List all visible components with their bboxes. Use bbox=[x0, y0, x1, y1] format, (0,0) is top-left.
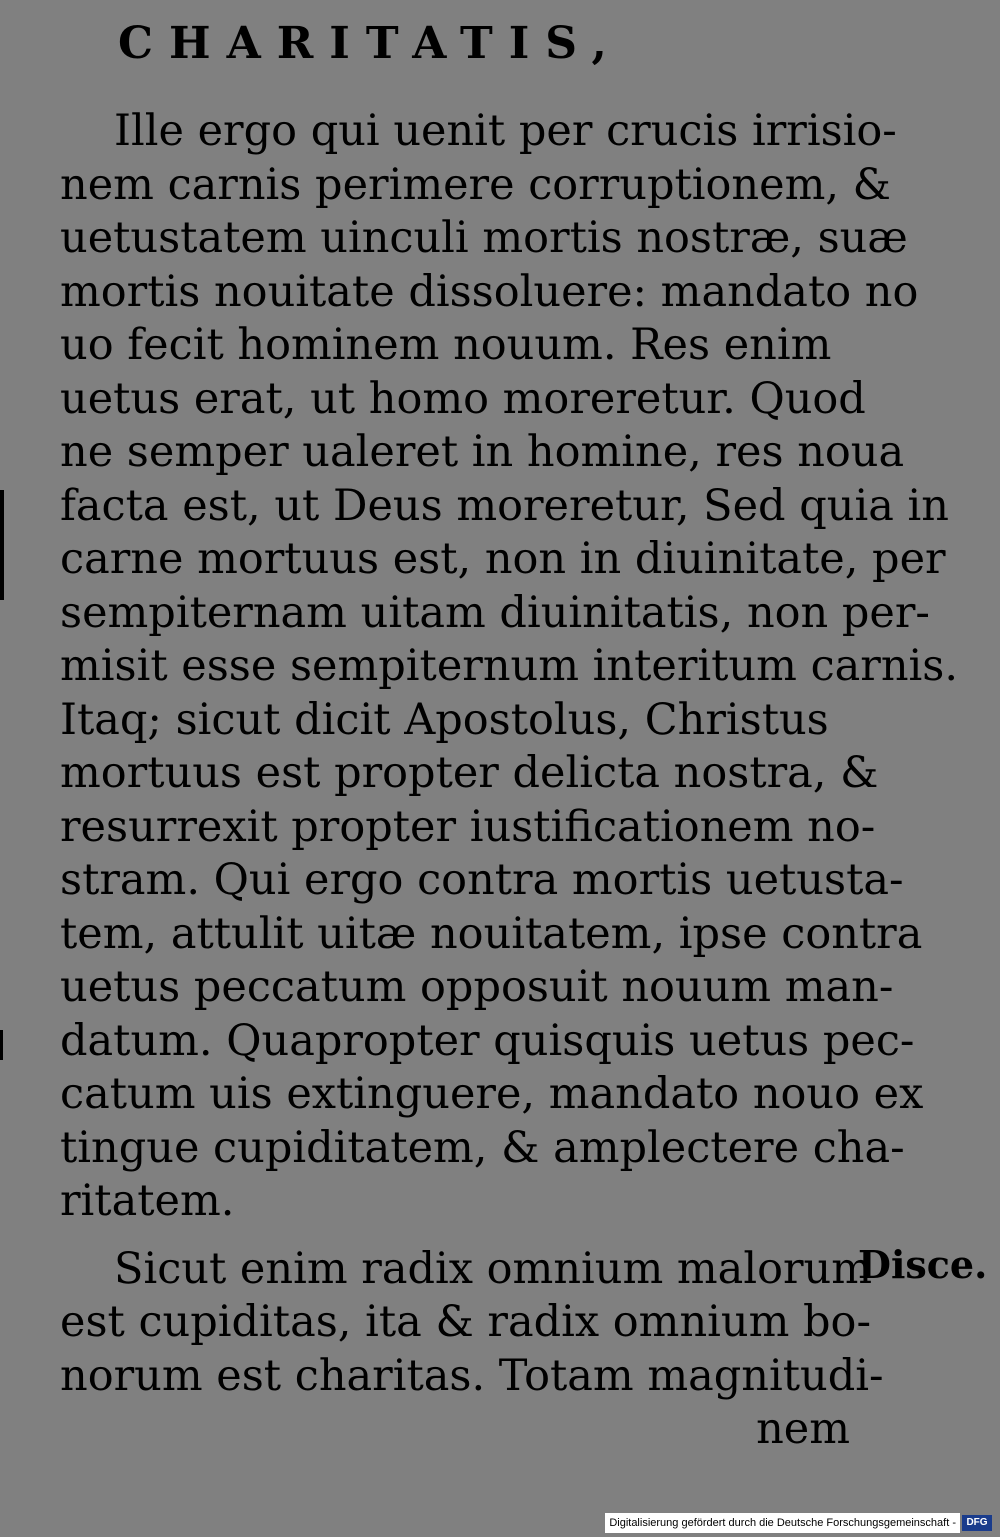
text-line: norum est charitas. Totam magnitudi- bbox=[60, 1350, 884, 1401]
paragraph-gap bbox=[60, 1229, 850, 1243]
text-line: est cupiditas, ita & radix omnium bo- bbox=[60, 1297, 871, 1347]
text-line: tingue cupiditatem, & amplectere cha- bbox=[60, 1122, 905, 1173]
text-line: sempiternam uitam diuinitatis, non per- bbox=[60, 587, 930, 638]
text-line: Itaq; sicut dicit Apostolus, Christus bbox=[60, 694, 829, 745]
text-line: misit esse sempiternum interitum carnis. bbox=[60, 641, 959, 691]
text-line: uetustatem uinculi mortis nostræ, suæ bbox=[60, 213, 908, 263]
text-line: resurrexit propter iustificationem no- bbox=[60, 801, 876, 852]
page-edge-mark bbox=[0, 1030, 3, 1060]
text-line: tem, attulit uitæ nouitatem, ipse contra bbox=[60, 908, 923, 959]
text-line: nem carnis perimere corruptionem, & bbox=[60, 159, 891, 210]
dfg-logo-icon: DFG bbox=[962, 1515, 992, 1531]
catchword: nem bbox=[756, 1404, 850, 1454]
text-line: uetus peccatum opposuit nouum man- bbox=[60, 962, 894, 1012]
marginal-note: Disce. bbox=[858, 1242, 988, 1287]
text-line: facta est, ut Deus moreretur, Sed quia in bbox=[60, 480, 949, 531]
text-line: Sicut enim radix omnium malorum bbox=[114, 1243, 872, 1294]
text-line: stram. Qui ergo contra mortis uetusta- bbox=[60, 855, 904, 905]
paragraph-1 bbox=[60, 105, 959, 1229]
paragraph-2 bbox=[60, 1243, 884, 1404]
text-line: uo fecit hominem nouum. Res enim bbox=[60, 320, 832, 370]
text-line: mortis nouitate dissoluere: mandato no bbox=[60, 266, 919, 317]
page-edge-mark bbox=[0, 490, 4, 600]
text-line: carne mortuus est, non in diuinitate, per bbox=[60, 534, 946, 584]
text-line: uetus erat, ut homo moreretur. Quod bbox=[60, 373, 866, 424]
text-line: mortuus est propter delicta nostra, & bbox=[60, 748, 879, 798]
text-line: datum. Quapropter quisquis uetus pec- bbox=[60, 1015, 915, 1066]
text-line: ne semper ualeret in homine, res noua bbox=[60, 427, 905, 477]
digitization-credit: Digitalisierung gefördert durch die Deutsche Forschungsgemeinschaft - bbox=[605, 1513, 960, 1533]
text-line: catum uis extinguere, mandato nouo ex bbox=[60, 1069, 924, 1119]
text-line: ritatem. bbox=[60, 1176, 235, 1226]
text-line: Ille ergo qui uenit per crucis irrisio- bbox=[114, 106, 897, 156]
running-title: CHARITATIS, bbox=[118, 18, 623, 69]
